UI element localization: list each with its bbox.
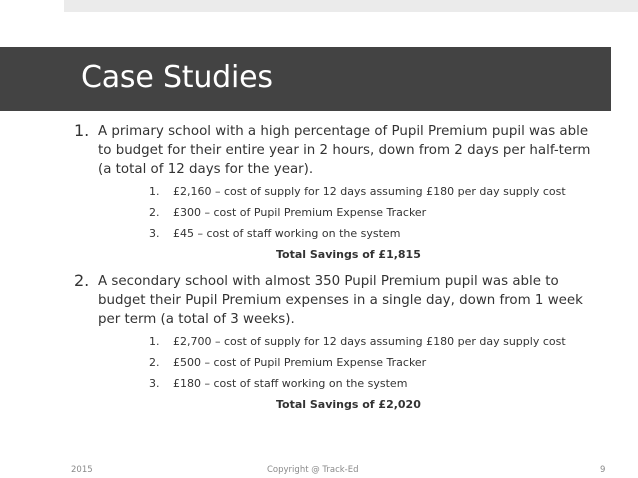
cost-item-number: 2. (149, 356, 160, 369)
cost-item (74, 335, 594, 349)
case-study-2-number: 2. (74, 271, 90, 290)
case-study-1-number: 1. (74, 121, 90, 140)
cost-item-text: £180 – cost of staff working on the system (173, 377, 408, 390)
cost-item-text: £2,160 – cost of supply for 12 days assuming £180 per day supply cost (173, 185, 566, 198)
case-study-1 (74, 122, 594, 262)
cost-item-number: 3. (149, 377, 160, 390)
cost-item-text: £45 – cost of staff working on the system (173, 227, 401, 240)
slide-title: Case Studies (81, 60, 273, 95)
case-study-1-total: Total Savings of £1,815 (276, 248, 421, 261)
cost-item-number: 1. (149, 335, 160, 348)
cost-item (74, 356, 594, 370)
page-number: 9 (600, 465, 606, 475)
case-study-1-text: A primary school with a high percentage of Pupil Premium pupil was able to budget for their entire year in 2 hours, down from 2 days per half-term (a total of 12 days for the year). (98, 124, 591, 177)
cost-item-number: 3. (149, 227, 160, 240)
case-study-2-text: A secondary school with almost 350 Pupil Premium pupil was able to budget their Pupil Premium expenses in a single day, down from 1 week per term (a total of 3 weeks). (98, 274, 583, 327)
cost-item-number: 2. (149, 206, 160, 219)
cost-item (74, 206, 594, 220)
cost-item (74, 185, 594, 199)
case-study-1-description (74, 122, 594, 179)
cost-item-text: £2,700 – cost of supply for 12 days assuming £180 per day supply cost (173, 335, 566, 348)
case-study-2-description (74, 272, 594, 329)
cost-item-text: £500 – cost of Pupil Premium Expense Tracker (173, 356, 427, 369)
cost-item-text: £300 – cost of Pupil Premium Expense Tracker (173, 206, 427, 219)
case-study-2 (74, 272, 594, 412)
cost-item (74, 227, 594, 241)
footer-year: 2015 (71, 465, 93, 475)
top-accent-bar (64, 0, 638, 12)
footer-copyright: Copyright @ Track-Ed (267, 465, 359, 475)
case-study-2-cost-list (74, 335, 594, 391)
cost-item (74, 377, 594, 391)
cost-item-number: 1. (149, 185, 160, 198)
case-study-2-total: Total Savings of £2,020 (276, 398, 421, 411)
case-study-1-cost-list (74, 185, 594, 241)
